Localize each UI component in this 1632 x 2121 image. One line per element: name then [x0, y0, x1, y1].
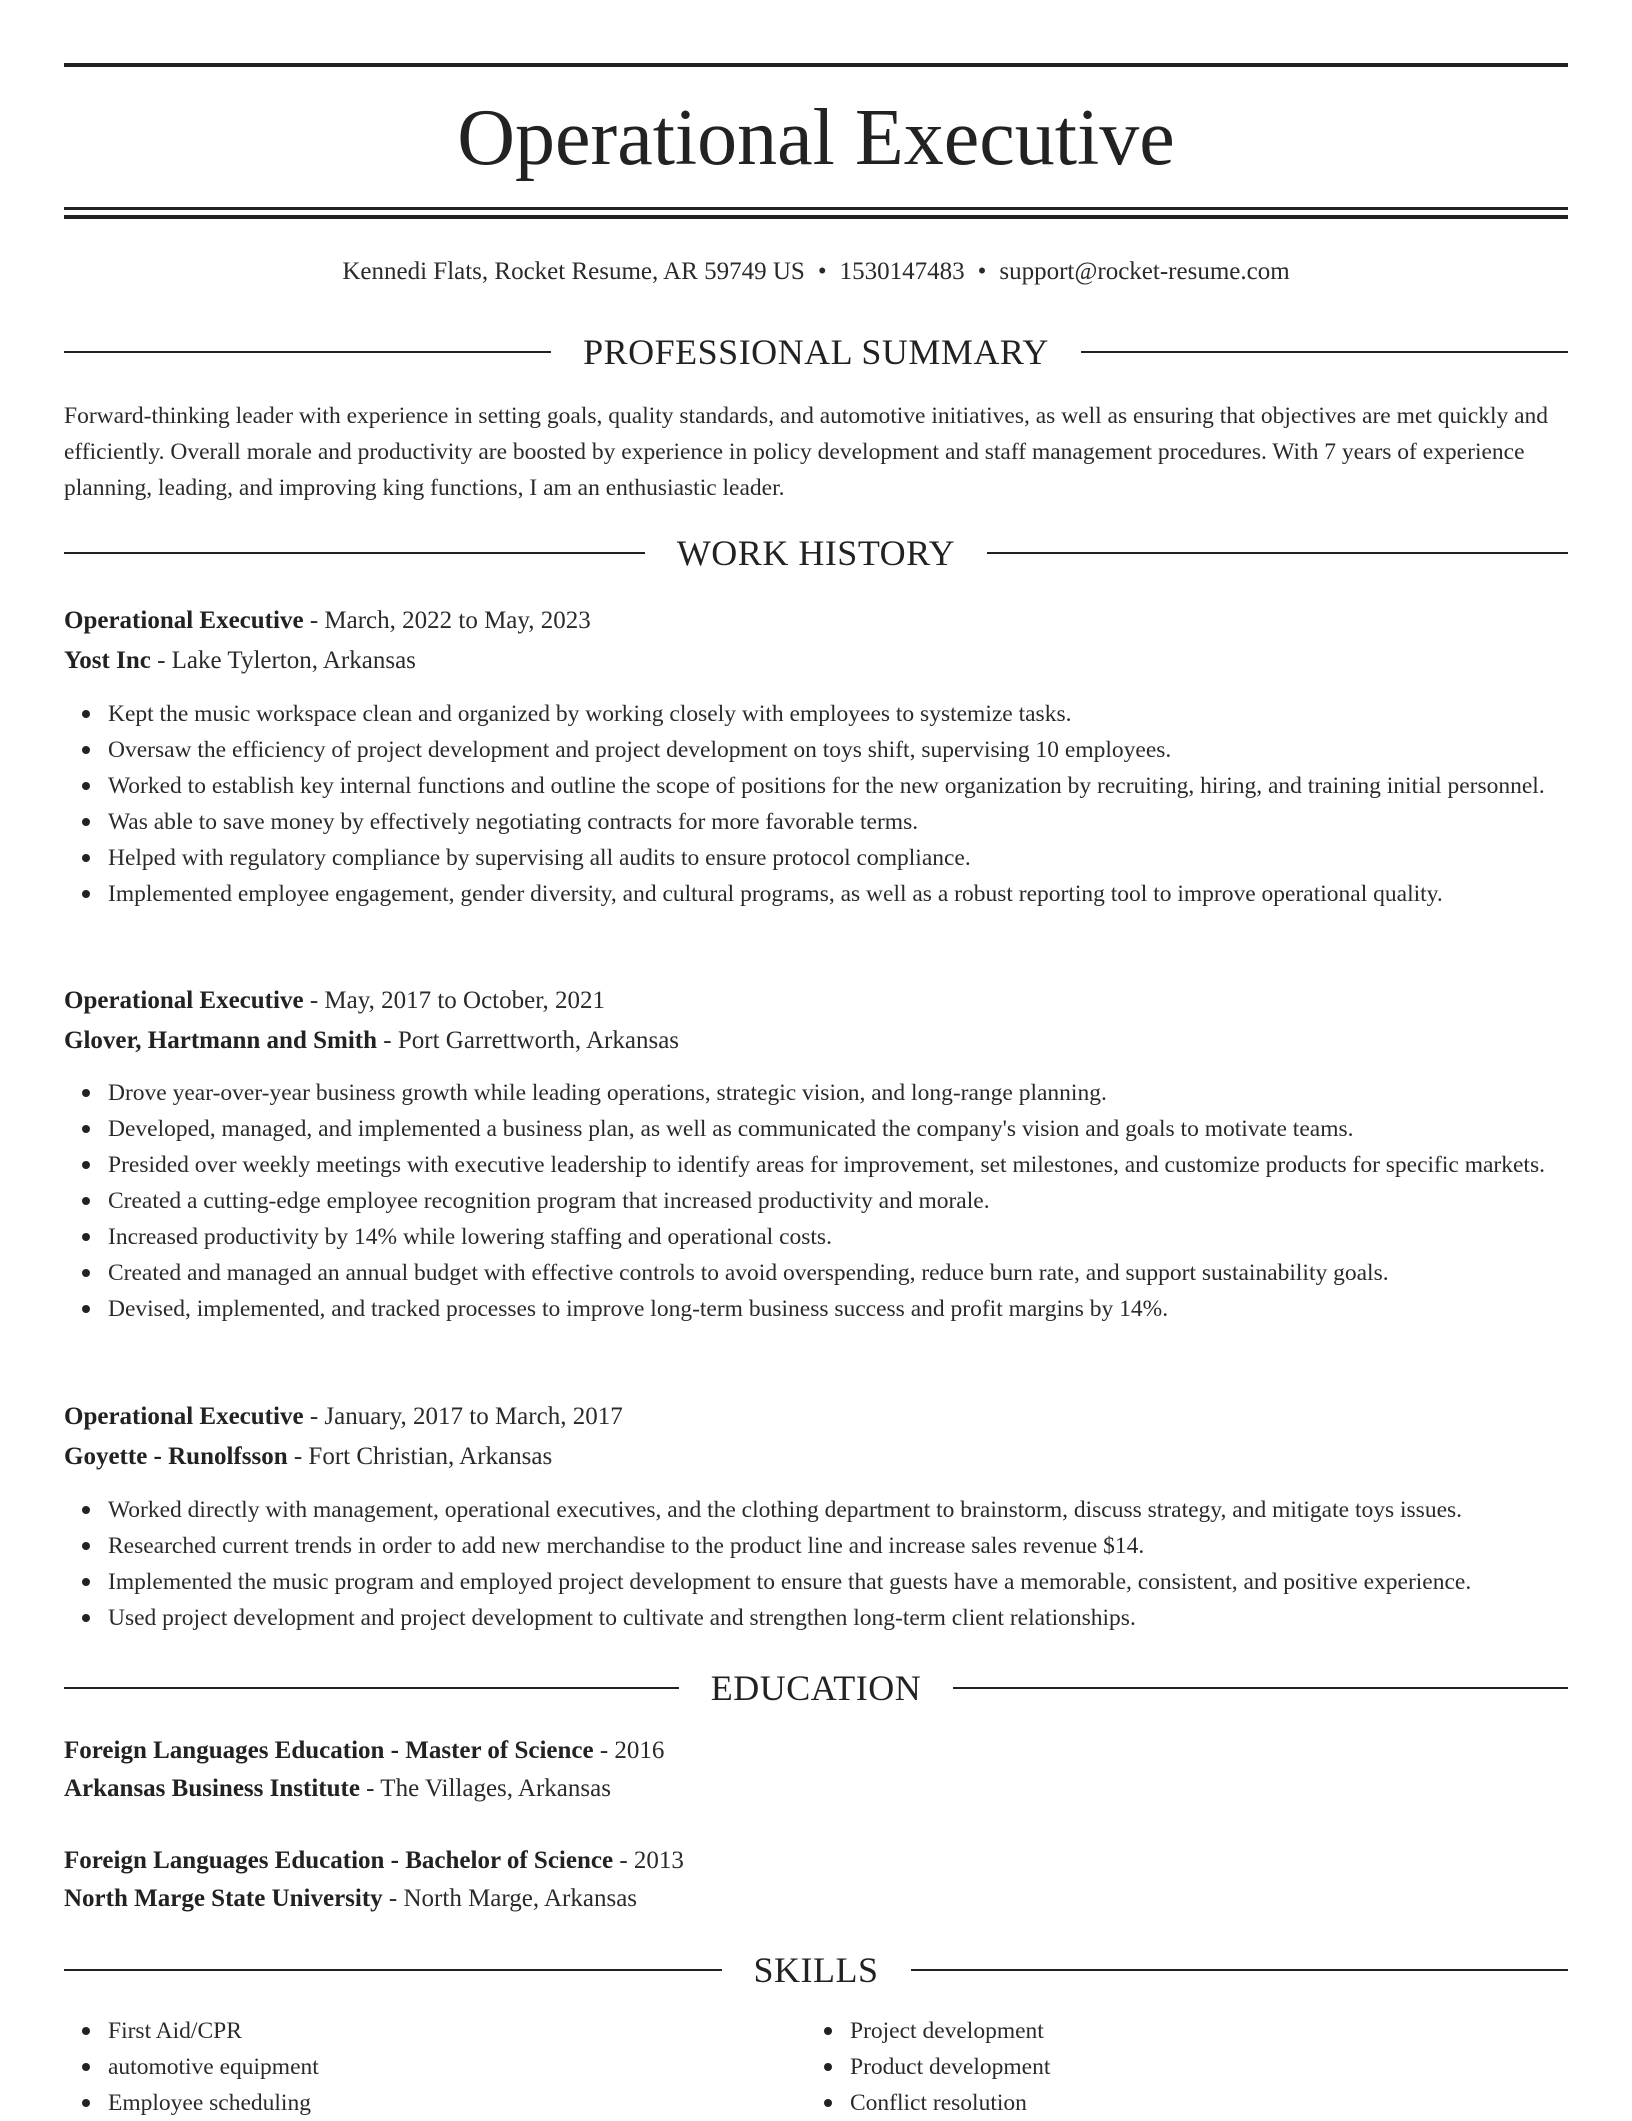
job-bullet: Implemented employee engagement, gender diversity, and cultural programs, as well as a robust reporting tool to improve operational quality. — [108, 876, 1612, 912]
section-divider — [64, 1687, 679, 1689]
job-title-line — [64, 603, 1568, 639]
skill-item: Conflict resolution — [850, 2085, 1632, 2121]
job-bullets — [64, 696, 1612, 912]
skill-item: Project development — [850, 2013, 1632, 2049]
job-bullets — [64, 1492, 1612, 1636]
education-year: - 2013 — [613, 1847, 684, 1874]
candidate-name: Operational Executive — [457, 94, 1175, 182]
skill-item: Product development — [850, 2049, 1632, 2085]
job-dates: - March, 2022 to May, 2023 — [303, 607, 591, 634]
job-title: Operational Executive — [64, 607, 304, 634]
job-bullets — [64, 1075, 1612, 1327]
education-school-line — [64, 1771, 1568, 1807]
section-divider — [64, 552, 645, 554]
job-location: - Fort Christian, Arkansas — [287, 1443, 553, 1470]
header-bottom-rule — [64, 207, 1568, 210]
education-degree: Foreign Languages Education - Master of Science — [64, 1737, 594, 1764]
contact-separator: • — [977, 258, 987, 285]
education-school: Arkansas Business Institute — [64, 1775, 360, 1802]
section-divider — [987, 552, 1568, 554]
education-school-line — [64, 1881, 1568, 1917]
contact-separator: • — [817, 258, 827, 285]
job-company-line — [64, 1023, 1568, 1059]
header-bottom-rule-2 — [64, 215, 1568, 219]
education-degree: Foreign Languages Education - Bachelor of Science — [64, 1847, 614, 1874]
job-dates: - May, 2017 to October, 2021 — [303, 987, 606, 1014]
section-title: WORK HISTORY — [676, 533, 956, 573]
contact-email: support@rocket-resume.com — [999, 258, 1290, 285]
job-dates: - January, 2017 to March, 2017 — [303, 1403, 623, 1430]
job-bullet: Increased productivity by 14% while lowering staffing and operational costs. — [108, 1219, 1612, 1255]
section-divider — [1081, 351, 1568, 353]
job-company: Glover, Hartmann and Smith — [64, 1027, 378, 1054]
job-location: - Lake Tylerton, Arkansas — [150, 647, 416, 674]
job-bullet: Implemented the music program and employed project development to ensure that guests have a memorable, consistent, and positive experience. — [108, 1564, 1612, 1600]
job-company-line — [64, 643, 1568, 679]
education-location: - The Villages, Arkansas — [359, 1775, 611, 1802]
job-bullet: Presided over weekly meetings with executive leadership to identify areas for improvement, set milestones, and customize products for specific markets. — [108, 1147, 1612, 1183]
section-header-summary — [64, 332, 1568, 372]
job-title-line — [64, 983, 1568, 1019]
job-bullet: Used project development and project development to cultivate and strengthen long-term client relationships. — [108, 1600, 1612, 1636]
job-title-line — [64, 1399, 1568, 1435]
section-header-work — [64, 533, 1568, 573]
job-bullet: Helped with regulatory compliance by supervising all audits to ensure protocol compliance. — [108, 840, 1612, 876]
education-year: - 2016 — [593, 1737, 665, 1764]
job-bullet: Was able to save money by effectively negotiating contracts for more favorable terms. — [108, 804, 1612, 840]
job-location: - Port Garrettworth, Arkansas — [377, 1027, 680, 1054]
education-location: - North Marge, Arkansas — [382, 1885, 638, 1912]
section-header-skills — [64, 1950, 1568, 1990]
job-bullet: Kept the music workspace clean and organized by working closely with employees to systemize tasks. — [108, 696, 1612, 732]
contact-info — [64, 254, 1568, 290]
job-bullet: Developed, managed, and implemented a business plan, as well as communicated the company's vision and goals to motivate teams. — [108, 1111, 1612, 1147]
contact-phone: 1530147483 — [839, 258, 965, 285]
section-title: EDUCATION — [710, 1668, 922, 1708]
section-title: PROFESSIONAL SUMMARY — [583, 332, 1049, 372]
job-company: Yost Inc — [64, 647, 151, 674]
skill-item: First Aid/CPR — [108, 2013, 1612, 2049]
section-divider — [953, 1687, 1568, 1689]
skills-list-right — [806, 2013, 1632, 2121]
job-bullet: Oversaw the efficiency of project development and project development on toys shift, supervising 10 employees. — [108, 732, 1612, 768]
section-divider — [911, 1969, 1569, 1971]
section-title: SKILLS — [753, 1950, 879, 1990]
professional-summary: Forward-thinking leader with experience in setting goals, quality standards, and automotive initiatives, as well as ensuring that objectives are met quickly and efficiently. Overall morale and productivity are boosted by experience in policy development and staff management procedures. With 7 years of experience planning, leading, and improving king functions, I am an enthusiastic leader. — [64, 403, 1549, 501]
job-bullet: Worked directly with management, operational executives, and the clothing department to brainstorm, discuss strategy, and mitigate toys issues. — [108, 1492, 1612, 1528]
job-title: Operational Executive — [64, 1403, 304, 1430]
section-header-education — [64, 1668, 1568, 1708]
header-top-rule — [64, 63, 1568, 67]
education-degree-line — [64, 1733, 1568, 1769]
skill-item: automotive equipment — [108, 2049, 1612, 2085]
education-degree-line — [64, 1843, 1568, 1879]
job-bullet: Drove year-over-year business growth while leading operations, strategic vision, and long-range planning. — [108, 1075, 1612, 1111]
job-company: Goyette - Runolfsson — [64, 1443, 288, 1470]
section-divider — [64, 1969, 722, 1971]
job-bullet: Worked to establish key internal functions and outline the scope of positions for the new organization by recruiting, hiring, and training initial personnel. — [108, 768, 1612, 804]
job-company-line — [64, 1439, 1568, 1475]
job-bullet: Researched current trends in order to add new merchandise to the product line and increase sales revenue $14. — [108, 1528, 1612, 1564]
job-bullet: Devised, implemented, and tracked processes to improve long-term business success and profit margins by 14%. — [108, 1291, 1612, 1327]
job-bullet: Created a cutting-edge employee recognition program that increased productivity and morale. — [108, 1183, 1612, 1219]
section-divider — [64, 351, 551, 353]
contact-address: Kennedi Flats, Rocket Resume, AR 59749 US — [342, 258, 805, 285]
job-bullet: Created and managed an annual budget with effective controls to avoid overspending, reduce burn rate, and support sustainability goals. — [108, 1255, 1612, 1291]
skill-item: Employee scheduling — [108, 2085, 1612, 2121]
job-title: Operational Executive — [64, 987, 304, 1014]
education-school: North Marge State University — [64, 1885, 383, 1912]
